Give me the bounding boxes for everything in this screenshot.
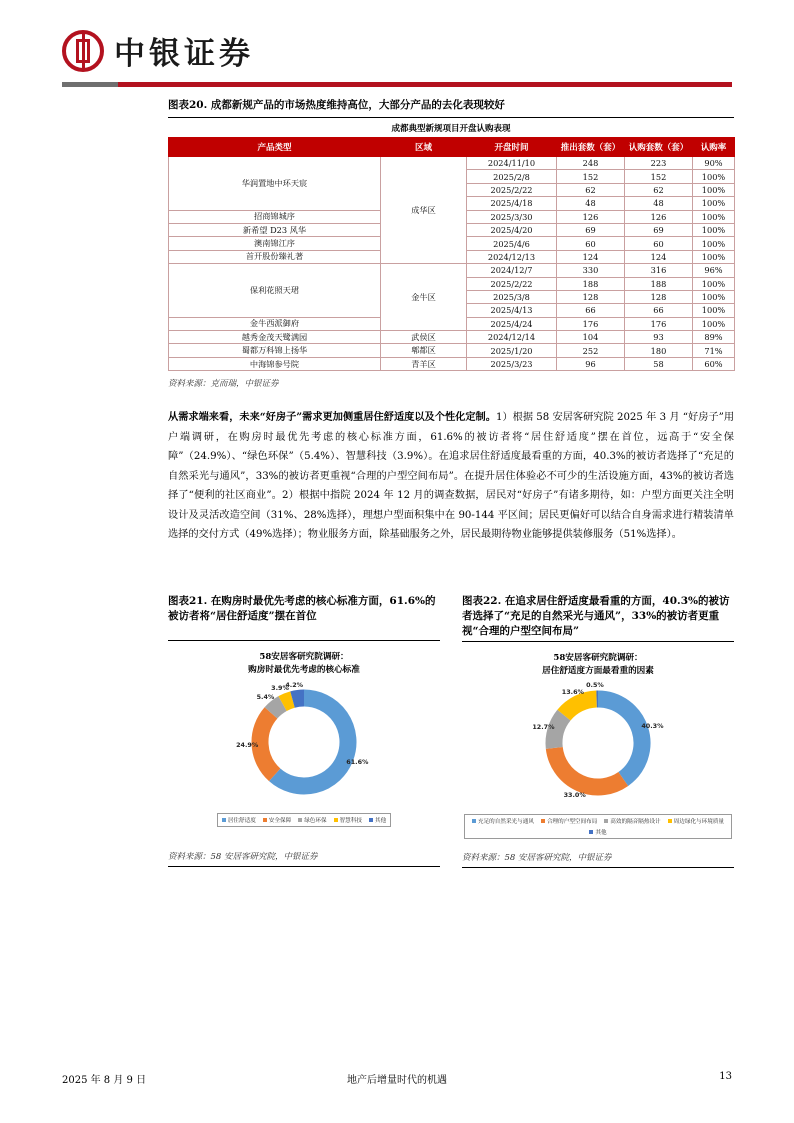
cell-rate: 100%: [693, 183, 735, 196]
body-paragraph-block: [168, 408, 734, 545]
footer-date: 2025 年 8 月 9 日: [62, 1075, 147, 1086]
legend-label: 其他: [374, 818, 387, 824]
cell-offered: 104: [557, 331, 625, 344]
cell-offered: 62: [557, 183, 625, 196]
cell-offered: 128: [557, 290, 625, 303]
company-name: 中银证券: [114, 36, 254, 72]
cell-rate: 96%: [693, 264, 735, 277]
cell-open-date: 2025/4/24: [467, 317, 557, 330]
cell-offered: 96: [557, 357, 625, 370]
legend-swatch-icon: [298, 818, 302, 822]
legend-label: 合理的户型空间布局: [546, 819, 598, 825]
cell-product-name: 新希望 D23 风华: [169, 223, 381, 236]
cell-offered: 60: [557, 237, 625, 250]
cell-rate: 100%: [693, 197, 735, 210]
cell-open-date: 2025/3/23: [467, 357, 557, 370]
table-col-header-3: 推出套数（套）: [557, 138, 625, 157]
legend-swatch-icon: [668, 819, 672, 823]
exhibit-21-title: 图表21. 在购房时最优先考虑的核心标准方面，61.6%的被访者将“居住舒适度”摆在首位: [168, 595, 436, 622]
donut-value-label-4: 4.2%: [285, 680, 304, 689]
paragraph-rest: 1）根据 58 安居客研究院 2025 年 3 月 “好房子”用户端调研，在购房时最优先考虑的核心标准方面，61.6%的被访者将“居住舒适度”摆在首位，远高于“安全保障”（24.9%）、“绿色环保”（5.4%）、智慧科技（3.9%）。在追求居住舒适度最看重的方面，40.3%的被访者选择了“充足的自然采光与通风”，33%的被访者更重视“合理的户型空间布局”。在提升居住体验必不可少的生活设施方面，43%的被访者选择了“便利的社区商业”。2）根据中指院 2024 年 12 月的调查数据，居民对“好房子”有诸多期待，如：户型方面更关注全明设计及灵活改造空间（31%、28%选择），理想户型面积集中在 90-144 平区间；居民更偏好可以结合自身需求进行精装清单选择的交付方式（49%选择）；物业服务方面，除基础服务之外，居民最期待物业能够提供装修服务（51%选择）。: [168, 412, 735, 540]
chart-22-title-line2: 居住舒适度方面最看重的因素: [542, 666, 654, 676]
cell-rate: 100%: [693, 304, 735, 317]
donut-slice-1: [554, 748, 623, 787]
cell-region: 金牛区: [381, 264, 467, 331]
cell-rate: 90%: [693, 157, 735, 170]
legend-item-2[interactable]: [604, 817, 660, 825]
donut-slice-3: [283, 700, 293, 704]
legend-swatch-icon: [222, 818, 226, 822]
brand-logo: [62, 28, 254, 73]
cell-open-date: 2024/11/10: [467, 157, 557, 170]
donut-value-label-3: 3.9%: [271, 684, 289, 693]
legend-label: 智慧科技: [339, 818, 362, 824]
page-number: 13: [719, 1071, 732, 1082]
legend-label: 居住舒适度: [227, 818, 256, 824]
cell-rate: 100%: [693, 170, 735, 183]
cell-open-date: 2025/3/30: [467, 210, 557, 223]
legend-swatch-icon: [604, 819, 608, 823]
legend-swatch-icon: [263, 818, 267, 822]
table-col-header-1: 区域: [381, 138, 467, 157]
chart-21-legend: [217, 813, 391, 827]
exhibit-21-chart: [168, 645, 440, 843]
cell-subscribed: 93: [625, 331, 693, 344]
cell-subscribed: 128: [625, 290, 693, 303]
exhibit-22-chart: [462, 646, 734, 844]
cell-subscribed: 126: [625, 210, 693, 223]
donut-chart-21: [168, 681, 440, 809]
cell-subscribed: 152: [625, 170, 693, 183]
donut-value-label-3: 13.6%: [561, 687, 584, 696]
cell-subscribed: 62: [625, 183, 693, 196]
legend-label: 安全保障: [268, 818, 292, 824]
chart-22-title-line1: 58安居客研究院调研：: [553, 653, 643, 663]
table-row: [169, 344, 735, 357]
page-header: [0, 0, 794, 92]
legend-item-1[interactable]: [541, 817, 597, 825]
cell-open-date: 2025/3/8: [467, 290, 557, 303]
chart-22-legend: [464, 814, 732, 839]
legend-label: 高效的隔音隔热设计: [610, 819, 661, 825]
exhibit-21: [168, 594, 440, 867]
donut-value-label-4: 0.5%: [586, 681, 604, 690]
cell-product-name: 越秀金茂天鹭满园: [169, 331, 381, 344]
donut-value-label-1: 33.0%: [563, 790, 586, 799]
donut-slice-2: [554, 715, 564, 748]
chart-21-title-line2: 购房时最优先考虑的核心标准: [248, 665, 360, 675]
cell-product-name: 首开股份臻礼著: [169, 250, 381, 263]
cell-offered: 48: [557, 197, 625, 210]
cell-product-name: 保利花照天珺: [169, 264, 381, 318]
legend-swatch-icon: [541, 819, 545, 823]
cell-product-name: 中海锦参号院: [169, 357, 381, 370]
cell-open-date: 2024/12/13: [467, 250, 557, 263]
cell-open-date: 2025/4/13: [467, 304, 557, 317]
cell-rate: 100%: [693, 317, 735, 330]
cell-subscribed: 223: [625, 157, 693, 170]
footer-doc-title: 地产后增量时代的机遇: [347, 1075, 447, 1086]
donut-slice-0: [598, 699, 642, 779]
table-row: [169, 331, 735, 344]
cell-open-date: 2025/4/6: [467, 237, 557, 250]
exhibit-21-rule: [168, 640, 440, 641]
cell-rate: 100%: [693, 223, 735, 236]
cell-offered: 252: [557, 344, 625, 357]
header-rule: [62, 82, 732, 87]
cell-product-name: 华润置地中环天宸: [169, 157, 381, 211]
cell-offered: 188: [557, 277, 625, 290]
cell-region: 青羊区: [381, 357, 467, 370]
cell-subscribed: 180: [625, 344, 693, 357]
chart-21-title-line1: 58安居客研究院调研：: [259, 652, 349, 662]
cell-region: 郫都区: [381, 344, 467, 357]
table-row: [169, 357, 735, 370]
legend-label: 绿色环保: [304, 818, 327, 824]
exhibit-22-source: 资料来源：58 安居客研究院，中银证券: [462, 853, 612, 863]
legend-label: 充足的自然采光与通风: [477, 819, 534, 825]
table-caption: 成都典型新规项目开盘认购表现: [391, 124, 511, 134]
cell-region: 武侯区: [381, 331, 467, 344]
cell-subscribed: 69: [625, 223, 693, 236]
cell-offered: 330: [557, 264, 625, 277]
cell-subscribed: 66: [625, 304, 693, 317]
legend-swatch-icon: [589, 830, 593, 834]
cell-open-date: 2025/2/22: [467, 277, 557, 290]
legend-item-0[interactable]: [222, 816, 256, 824]
exhibit-22-bottom-rule: [462, 867, 734, 868]
cell-open-date: 2024/12/7: [467, 264, 557, 277]
paragraph-lead: 从需求端来看，未来“好房子”需求更加侧重居住舒适度以及个性化定制。: [168, 411, 496, 423]
exhibit-20: [168, 98, 734, 389]
body-paragraph: [168, 408, 734, 545]
donut-slice-2: [271, 704, 283, 713]
legend-item-3[interactable]: [668, 817, 724, 825]
chart-22-title: [462, 646, 734, 678]
cell-product-name: 招商锦城序: [169, 210, 381, 223]
donut-slice-3: [564, 699, 597, 715]
cell-subscribed: 124: [625, 250, 693, 263]
cell-offered: 66: [557, 304, 625, 317]
cell-subscribed: 176: [625, 317, 693, 330]
cell-rate: 89%: [693, 331, 735, 344]
cell-offered: 176: [557, 317, 625, 330]
table-header-row: [169, 138, 735, 157]
exhibit-21-bottom-rule: [168, 866, 440, 867]
cell-rate: 100%: [693, 250, 735, 263]
cell-rate: 60%: [693, 357, 735, 370]
cell-product-name: 金牛西派御府: [169, 317, 381, 330]
page-footer: [0, 1071, 794, 1095]
cell-rate: 100%: [693, 237, 735, 250]
cell-rate: 100%: [693, 277, 735, 290]
legend-swatch-icon: [334, 818, 338, 822]
boc-logo-icon: [62, 30, 104, 72]
cell-open-date: 2025/2/22: [467, 183, 557, 196]
cell-rate: 100%: [693, 290, 735, 303]
exhibit-22: [462, 594, 734, 868]
donut-chart-22: [462, 682, 734, 810]
donut-slice-4: [293, 698, 304, 700]
cell-offered: 152: [557, 170, 625, 183]
legend-label: 其他: [595, 830, 607, 836]
cell-offered: 69: [557, 223, 625, 236]
cell-product-name: 蜀都万科锦上扬华: [169, 344, 381, 357]
cell-open-date: 2025/1/20: [467, 344, 557, 357]
donut-value-label-2: 12.7%: [532, 722, 555, 731]
table-col-header-0: 产品类型: [169, 138, 381, 157]
legend-swatch-icon: [369, 818, 373, 822]
donut-slice-1: [260, 713, 275, 775]
legend-item-4[interactable]: [369, 816, 386, 824]
legend-item-1[interactable]: [263, 816, 291, 824]
table-row: [169, 157, 735, 170]
cell-region: 成华区: [381, 157, 467, 264]
donut-value-label-1: 24.9%: [236, 741, 259, 750]
cell-subscribed: 48: [625, 197, 693, 210]
cell-offered: 126: [557, 210, 625, 223]
exhibit-22-rule: [462, 641, 734, 642]
legend-item-3[interactable]: [334, 816, 362, 824]
cell-open-date: 2025/2/8: [467, 170, 557, 183]
exhibit-22-title: 图表22. 在追求居住舒适度最看重的方面，40.3%的被访者选择了“充足的自然采光与通风”，33%的被访者更重视“合理的户型空间布局”: [462, 595, 730, 637]
donut-value-label-0: 40.3%: [641, 721, 664, 730]
table-col-header-2: 开盘时间: [467, 138, 557, 157]
chart-21-title: [168, 645, 440, 677]
cell-offered: 248: [557, 157, 625, 170]
legend-label: 周边绿化与环境质量: [673, 819, 725, 825]
legend-swatch-icon: [472, 819, 476, 823]
donut-svg: [539, 684, 657, 802]
cell-rate: 100%: [693, 210, 735, 223]
exhibit-20-source: 资料来源：克而瑞，中银证券: [168, 379, 279, 390]
cell-rate: 71%: [693, 344, 735, 357]
donut-value-label-2: 5.4%: [256, 692, 275, 701]
table-row: [169, 264, 735, 277]
exhibit-21-source: 资料来源：58 安居客研究院，中银证券: [168, 852, 318, 862]
table-col-header-4: 认购套数（套）: [625, 138, 693, 157]
cell-open-date: 2024/12/14: [467, 331, 557, 344]
cell-open-date: 2025/4/18: [467, 197, 557, 210]
cell-open-date: 2025/4/20: [467, 223, 557, 236]
donut-value-label-0: 61.6%: [346, 758, 369, 767]
cell-subscribed: 60: [625, 237, 693, 250]
subscription-table: [168, 137, 735, 371]
cell-subscribed: 316: [625, 264, 693, 277]
cell-subscribed: 58: [625, 357, 693, 370]
legend-item-2[interactable]: [298, 816, 326, 824]
header-rule-accent: [62, 82, 118, 87]
cell-subscribed: 188: [625, 277, 693, 290]
table-col-header-5: 认购率: [693, 138, 735, 157]
cell-offered: 124: [557, 250, 625, 263]
legend-item-0[interactable]: [472, 817, 534, 825]
legend-item-4[interactable]: [589, 828, 606, 836]
cell-product-name: 澳南锦江序: [169, 237, 381, 250]
exhibit-20-title: 图表20. 成都新规产品的市场热度维持高位，大部分产品的去化表现较好: [168, 99, 505, 111]
